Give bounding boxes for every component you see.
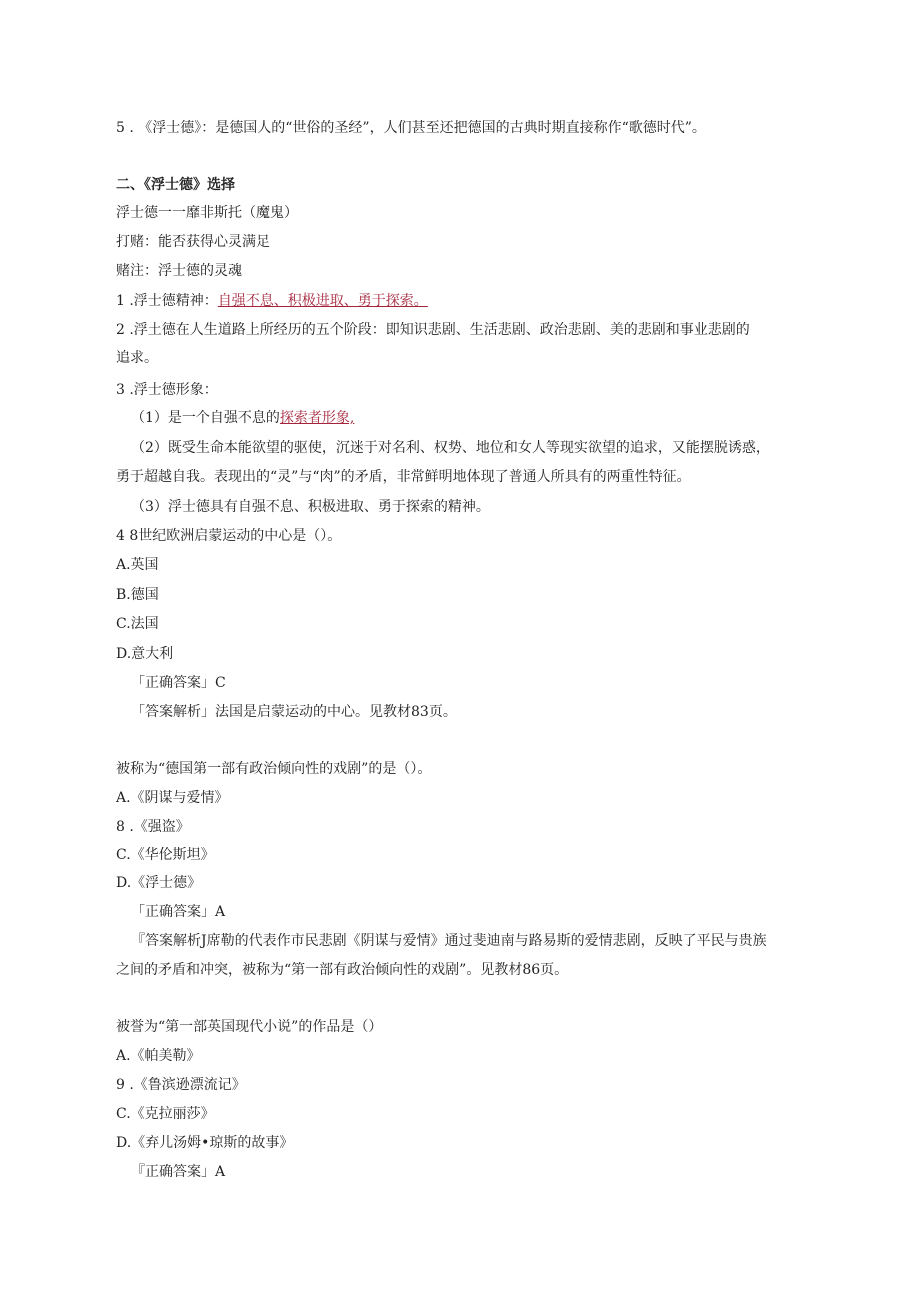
q2-option-b: 8 .《强盗》 — [116, 819, 190, 835]
q3-option-d: D.《弃儿汤姆•琼斯的故事》 — [116, 1135, 294, 1151]
q2-option-d: D.《浮士德》 — [116, 875, 202, 891]
pair-line: 浮士德一一靡非斯托（魔鬼） — [116, 205, 298, 221]
image-title: 3 .浮士德形象： — [116, 382, 218, 398]
image-item-1-highlight: 探索者形象, — [279, 410, 355, 426]
q2-answer: 「正确答案」A — [131, 904, 226, 920]
q2-stem: 被称为“德国第一部有政治倾向性的戏剧”的是（）。 — [116, 761, 432, 777]
q2-option-a: A.《阴谋与爱情》 — [116, 790, 229, 806]
q3-option-b: 9 .《鲁滨逊漂流记》 — [116, 1077, 246, 1093]
q2-option-c: C.《华伦斯坦》 — [116, 847, 215, 863]
stake-line: 赌注：浮士德的灵魂 — [116, 263, 242, 279]
image-item-1-prefix: （1）是一个自强不息的 — [131, 410, 280, 426]
q1-stem: 4 8世纪欧洲启蒙运动的中心是（）。 — [116, 528, 342, 544]
q1-option-d: D.意大利 — [116, 646, 174, 662]
section-2-heading: 二、《浮士德》选择 — [116, 177, 235, 193]
image-item-3: （3）浮士德具有自强不息、积极进取、勇于探索的精神。 — [131, 499, 490, 515]
image-item-2-line-2: 勇于超越自我。表现出的“灵”与“肉”的矛盾，非常鲜明地体现了普通人所具有的两重性特征。 — [116, 469, 691, 485]
q3-stem: 被誉为“第一部英国现代小说”的作品是（） — [116, 1019, 383, 1035]
q1-analysis: 「答案解析」法国是启蒙运动的中心。见教材83页。 — [131, 704, 457, 720]
image-item-2-line-1: （2）既受生命本能欲望的驱使，沉迷于对名利、权势、地位和女人等现实欲望的追求，又能摆脱诱惑， — [131, 440, 770, 456]
q1-option-c: C.法国 — [116, 616, 159, 632]
spirit-highlight: 自强不息、积极进取、勇于探索。 — [217, 293, 428, 309]
image-item-1 — [131, 408, 354, 428]
stages-line-1: 2 .浮土德在人生道路上所经历的五个阶段：即知识悲剧、生活悲剧、政治悲剧、美的悲剧和事业悲剧的 — [116, 322, 750, 338]
q3-answer: 『正确答案」A — [131, 1164, 226, 1180]
q3-option-a: A.《帕美勒》 — [116, 1048, 201, 1064]
q2-analysis-line-1: 『答案解析J席勒的代表作市民悲剧《阴谋与爱情》通过斐迪南与路易斯的爱情悲剧，反映了平民与贵族 — [131, 933, 767, 949]
q2-analysis-line-2: 之间的矛盾和冲突，被称为“第一部有政治倾向性的戏剧”。见教材86页。 — [116, 962, 569, 978]
q1-answer: 「正确答案」C — [131, 675, 226, 691]
q3-option-c: C.《克拉丽莎》 — [116, 1106, 215, 1122]
spirit-prefix: 1 .浮士德精神： — [116, 293, 218, 309]
spirit-line — [116, 291, 428, 311]
q1-option-a: A.英国 — [116, 557, 159, 573]
item-5-line: 5 . 《浮士德》：是德国人的“世俗的圣经”，人们甚至还把德国的古典时期直接称作“歌德时代”。 — [116, 120, 706, 136]
stages-line-2: 追求。 — [116, 350, 158, 366]
bet-line: 打赌：能否获得心灵满足 — [116, 234, 270, 250]
q1-option-b: B.德国 — [116, 587, 159, 603]
